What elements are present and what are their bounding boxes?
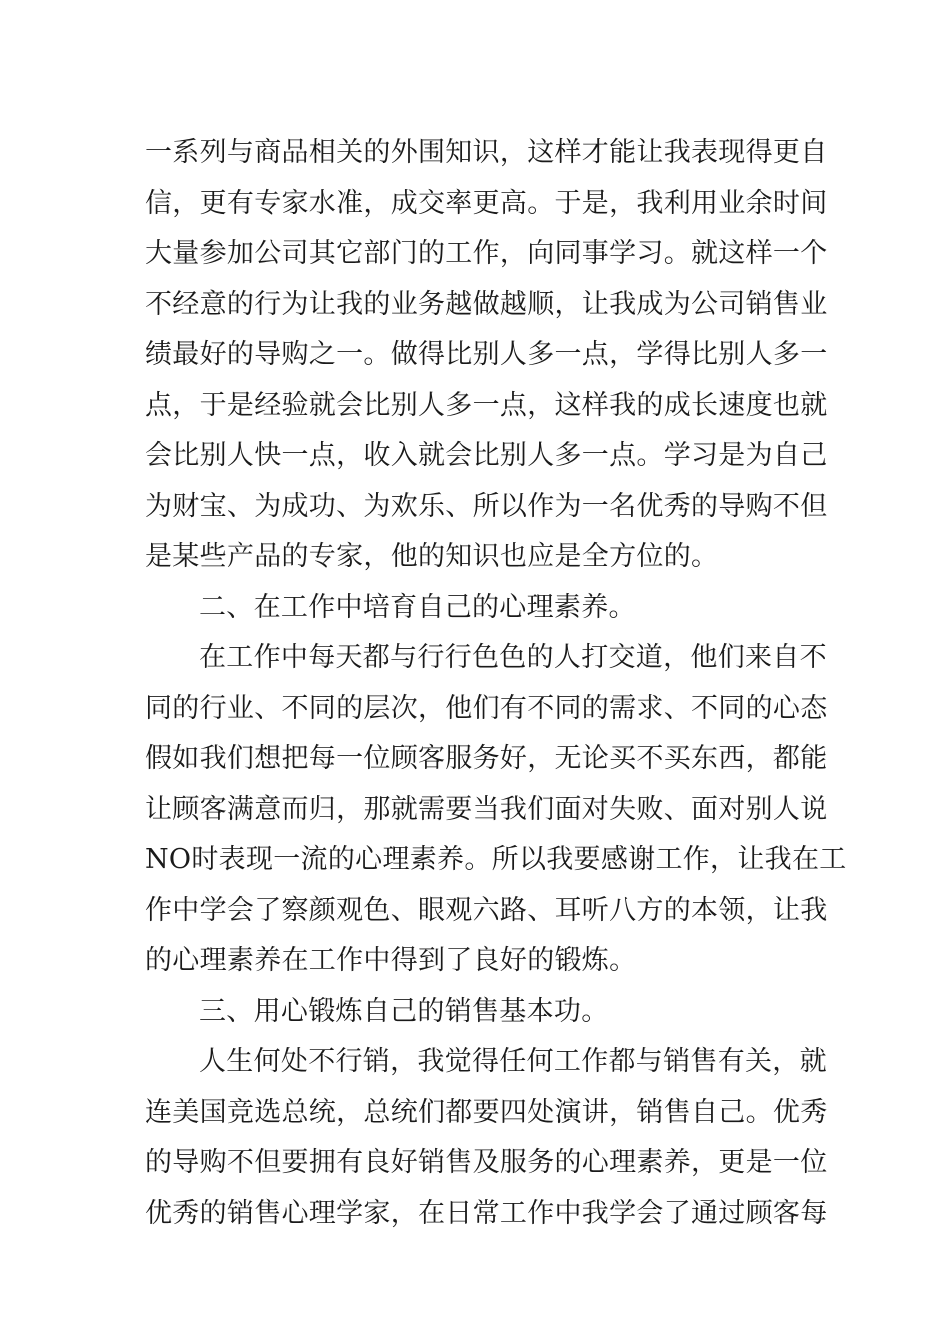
- text-line: 连美国竞选总统，总统们都要四处演讲，销售自己。优秀: [145, 1096, 828, 1128]
- text-line: 不经意的行为让我的业务越做越顺，让我成为公司销售业: [145, 288, 828, 320]
- body-text: [145, 128, 847, 1239]
- text-line: 在工作中每天都与行行色色的人打交道，他们来自不: [199, 642, 827, 673]
- text-line: 作中学会了察颜观色、眼观六路、耳听八方的本领，让我: [145, 894, 828, 926]
- section-heading: 二、在工作中培育自己的心理素养。: [199, 591, 636, 623]
- text-line: 人生何处不行销，我觉得任何工作都与销售有关，就: [199, 1046, 827, 1077]
- text-line: 是某些产品的专家，他的知识也应是全方位的。: [145, 541, 719, 572]
- text-line: 让顾客满意而归，那就需要当我们面对失败、面对别人说: [145, 793, 828, 825]
- text-line: 一系列与商品相关的外围知识，这样才能让我表现得更自: [145, 137, 828, 168]
- text-line: 的心理素养在工作中得到了良好的锻炼。: [145, 945, 637, 976]
- text-line: 会比别人快一点，收入就会比别人多一点。学习是为自己: [145, 440, 828, 471]
- text-line: 假如我们想把每一位顾客服务好，无论买不买东西，都能: [145, 743, 828, 774]
- text-line: 优秀的销售心理学家，在日常工作中我学会了通过顾客每: [145, 1197, 828, 1229]
- text-line: 为财宝、为成功、为欢乐、所以作为一名优秀的导购不但: [145, 490, 828, 522]
- text-line: NO时表现一流的心理素养。所以我要感谢工作，让我在工: [145, 844, 847, 875]
- text-line: 的导购不但要拥有良好销售及服务的心理素养，更是一位: [145, 1147, 828, 1178]
- text-line: 点，于是经验就会比别人多一点，这样我的成长速度也就: [145, 389, 828, 421]
- section-heading: 三、用心锻炼自己的销售基本功。: [199, 995, 609, 1027]
- text-line: 大量参加公司其它部门的工作，向同事学习。就这样一个: [145, 238, 828, 269]
- text-line: 信，更有专家水准，成交率更高。于是，我利用业余时间: [145, 187, 828, 219]
- text-line: 绩最好的导购之一。做得比别人多一点，学得比别人多一: [145, 339, 828, 370]
- text-line: 同的行业、不同的层次，他们有不同的需求、不同的心态: [145, 692, 828, 724]
